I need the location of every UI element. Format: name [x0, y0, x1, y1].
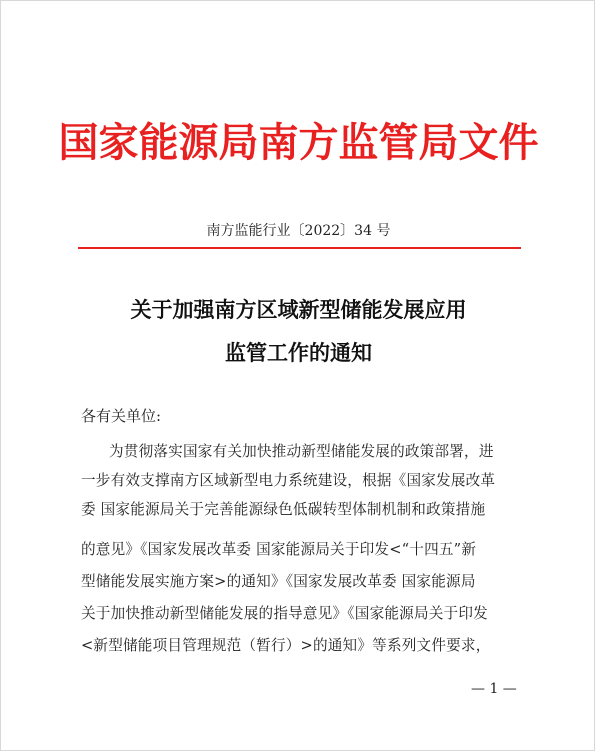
body-line: 为贯彻落实国家有关加快推动新型储能发展的政策部署，进 [109, 443, 494, 460]
salutation: 各有关单位: [81, 407, 162, 425]
red-separator-line [78, 247, 521, 249]
body-line: 型储能发展实施方案>的通知》《国家发展改革委 国家能源局 [81, 573, 476, 590]
document-title-line-1: 关于加强南方区域新型储能发展应用 [130, 297, 467, 322]
document-number: 南方监能行业〔2022〕34 号 [206, 223, 391, 239]
body-line: 的意见》《国家发展改革委 国家能源局关于印发<“十四五”新 [81, 541, 477, 558]
body-line: 关于加快推动新型储能发展的指导意见》《国家能源局关于印发 [81, 605, 488, 622]
page-number: — 1 — [471, 681, 517, 697]
masthead-title: 国家能源局南方监管局文件 [58, 119, 539, 166]
body-line: 一步有效支撑南方区域新型电力系统建设，根据《国家发展改革 [81, 472, 496, 489]
document-title-line-2: 监管工作的通知 [225, 340, 372, 365]
body-line: <新型储能项目管理规范（暂行）>的通知》等系列文件要求， [81, 637, 491, 654]
body-line: 委 国家能源局关于完善能源绿色低碳转型体制机制和政策措施 [81, 501, 486, 518]
